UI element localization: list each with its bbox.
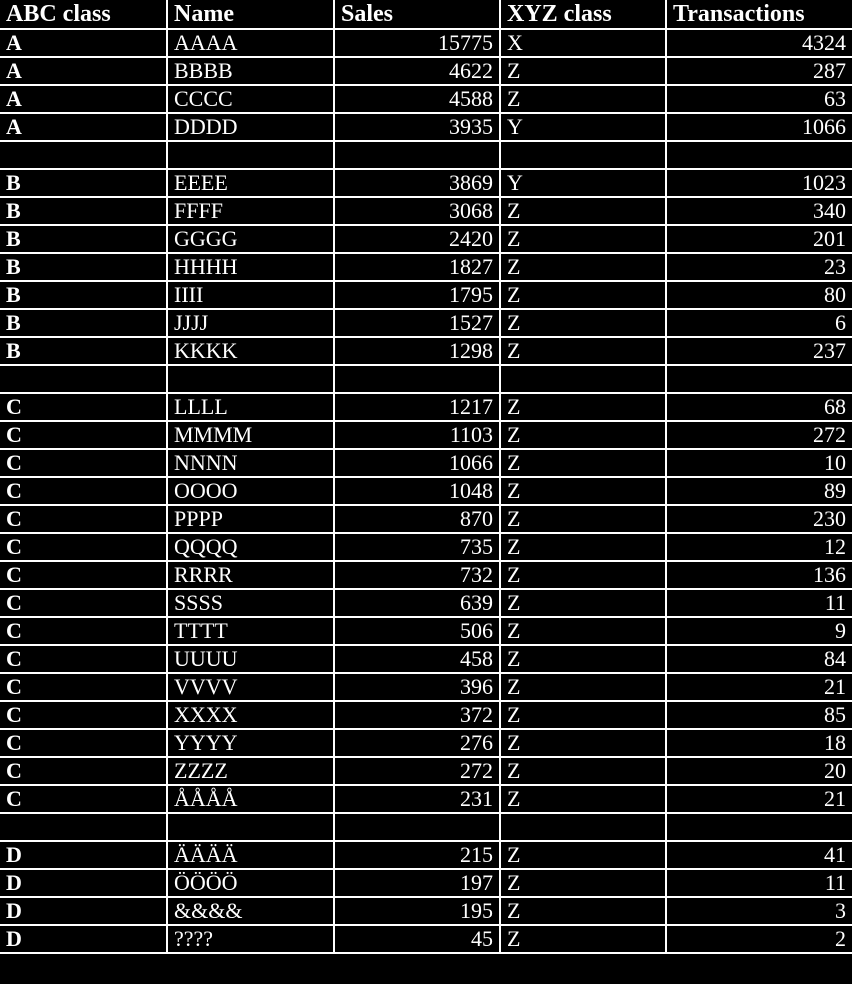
transactions-cell: 272 <box>666 421 852 449</box>
name-cell: PPPP <box>167 505 334 533</box>
table-row <box>0 617 852 645</box>
transactions-cell: 12 <box>666 533 852 561</box>
sales-cell: 1827 <box>334 253 500 281</box>
sales-cell: 732 <box>334 561 500 589</box>
transactions-cell: 230 <box>666 505 852 533</box>
name-cell: IIII <box>167 281 334 309</box>
xyz-class-cell: Z <box>500 197 666 225</box>
abc-class-cell: C <box>0 561 167 589</box>
transactions-cell: 2 <box>666 925 852 953</box>
abc-class-cell: C <box>0 757 167 785</box>
xyz-class-cell: Z <box>500 505 666 533</box>
xyz-class-cell: Z <box>500 421 666 449</box>
transactions-cell: 80 <box>666 281 852 309</box>
xyz-class-cell: Z <box>500 253 666 281</box>
name-cell: MMMM <box>167 421 334 449</box>
abc-class-cell: D <box>0 925 167 953</box>
xyz-class-cell: Z <box>500 617 666 645</box>
sales-cell: 215 <box>334 841 500 869</box>
xyz-class-cell: Z <box>500 281 666 309</box>
abc-class-cell: B <box>0 281 167 309</box>
sales-cell: 4622 <box>334 57 500 85</box>
name-cell <box>167 365 334 393</box>
sales-cell: 2420 <box>334 225 500 253</box>
name-cell: HHHH <box>167 253 334 281</box>
abc-class-cell: D <box>0 869 167 897</box>
sales-cell: 506 <box>334 617 500 645</box>
xyz-class-cell: Z <box>500 337 666 365</box>
abc-class-cell <box>0 365 167 393</box>
separator-row <box>0 813 852 841</box>
name-cell: KKKK <box>167 337 334 365</box>
abc-class-cell: D <box>0 897 167 925</box>
name-cell: QQQQ <box>167 533 334 561</box>
xyz-class-cell: Z <box>500 897 666 925</box>
table-row <box>0 869 852 897</box>
name-cell: AAAA <box>167 29 334 57</box>
header-abc-class: ABC class <box>0 0 167 29</box>
header-row <box>0 0 852 29</box>
table-row <box>0 113 852 141</box>
table-row <box>0 225 852 253</box>
transactions-cell: 10 <box>666 449 852 477</box>
transactions-cell: 63 <box>666 85 852 113</box>
name-cell <box>167 813 334 841</box>
name-cell: XXXX <box>167 701 334 729</box>
transactions-cell <box>666 365 852 393</box>
xyz-class-cell: Z <box>500 85 666 113</box>
name-cell: JJJJ <box>167 309 334 337</box>
table-row <box>0 841 852 869</box>
xyz-class-cell: Z <box>500 701 666 729</box>
xyz-class-cell: Z <box>500 225 666 253</box>
transactions-cell: 85 <box>666 701 852 729</box>
xyz-class-cell: Z <box>500 533 666 561</box>
xyz-class-cell: Z <box>500 477 666 505</box>
xyz-class-cell: X <box>500 29 666 57</box>
table-row <box>0 421 852 449</box>
transactions-cell <box>666 813 852 841</box>
name-cell: OOOO <box>167 477 334 505</box>
table-row <box>0 197 852 225</box>
xyz-class-cell: Y <box>500 169 666 197</box>
name-cell: ÖÖÖÖ <box>167 869 334 897</box>
abc-class-cell: C <box>0 505 167 533</box>
sales-cell: 231 <box>334 785 500 813</box>
abc-class-cell <box>0 141 167 169</box>
name-cell: FFFF <box>167 197 334 225</box>
abc-class-cell: A <box>0 113 167 141</box>
transactions-cell: 68 <box>666 393 852 421</box>
abc-class-cell: B <box>0 337 167 365</box>
xyz-class-cell: Z <box>500 673 666 701</box>
abc-class-cell: C <box>0 785 167 813</box>
abc-class-cell: B <box>0 253 167 281</box>
name-cell: VVVV <box>167 673 334 701</box>
name-cell: GGGG <box>167 225 334 253</box>
abc-class-cell: B <box>0 225 167 253</box>
transactions-cell: 89 <box>666 477 852 505</box>
abc-class-cell: D <box>0 841 167 869</box>
xyz-class-cell: Z <box>500 449 666 477</box>
abc-class-cell: C <box>0 477 167 505</box>
table-row <box>0 533 852 561</box>
sales-cell: 1527 <box>334 309 500 337</box>
name-cell: BBBB <box>167 57 334 85</box>
sales-cell: 372 <box>334 701 500 729</box>
xyz-class-cell <box>500 365 666 393</box>
table-row <box>0 253 852 281</box>
abc-class-cell: C <box>0 449 167 477</box>
xyz-class-cell: Y <box>500 113 666 141</box>
transactions-cell: 84 <box>666 645 852 673</box>
sales-cell: 45 <box>334 925 500 953</box>
abc-class-cell: B <box>0 309 167 337</box>
table-row <box>0 505 852 533</box>
transactions-cell: 6 <box>666 309 852 337</box>
sales-cell <box>334 813 500 841</box>
name-cell: SSSS <box>167 589 334 617</box>
xyz-class-cell: Z <box>500 309 666 337</box>
table-row <box>0 589 852 617</box>
name-cell: DDDD <box>167 113 334 141</box>
header-transactions: Transactions <box>666 0 852 29</box>
abc-class-cell: B <box>0 169 167 197</box>
header-name: Name <box>167 0 334 29</box>
transactions-cell: 1066 <box>666 113 852 141</box>
sales-cell: 4588 <box>334 85 500 113</box>
table-body <box>0 29 852 953</box>
sales-cell <box>334 365 500 393</box>
table-row <box>0 169 852 197</box>
sales-cell: 15775 <box>334 29 500 57</box>
table-row <box>0 673 852 701</box>
xyz-class-cell: Z <box>500 841 666 869</box>
table-row <box>0 729 852 757</box>
abc-class-cell: A <box>0 57 167 85</box>
name-cell: EEEE <box>167 169 334 197</box>
abc-class-cell: C <box>0 673 167 701</box>
header-sales: Sales <box>334 0 500 29</box>
transactions-cell: 21 <box>666 785 852 813</box>
table-row <box>0 337 852 365</box>
table-row <box>0 449 852 477</box>
name-cell: ÄÄÄÄ <box>167 841 334 869</box>
transactions-cell: 23 <box>666 253 852 281</box>
xyz-class-cell: Z <box>500 57 666 85</box>
transactions-cell: 41 <box>666 841 852 869</box>
table-row <box>0 701 852 729</box>
transactions-cell: 11 <box>666 869 852 897</box>
transactions-cell: 11 <box>666 589 852 617</box>
name-cell: ???? <box>167 925 334 953</box>
sales-cell: 1217 <box>334 393 500 421</box>
sales-cell: 272 <box>334 757 500 785</box>
transactions-cell: 287 <box>666 57 852 85</box>
abc-class-cell: C <box>0 421 167 449</box>
sales-cell: 458 <box>334 645 500 673</box>
name-cell: &&&& <box>167 897 334 925</box>
xyz-class-cell: Z <box>500 589 666 617</box>
abc-class-cell: C <box>0 645 167 673</box>
sales-cell: 3935 <box>334 113 500 141</box>
transactions-cell: 136 <box>666 561 852 589</box>
abc-class-cell: A <box>0 85 167 113</box>
table-row <box>0 85 852 113</box>
xyz-class-cell <box>500 813 666 841</box>
abc-class-cell: C <box>0 617 167 645</box>
sales-cell: 197 <box>334 869 500 897</box>
name-cell <box>167 141 334 169</box>
sales-cell: 1298 <box>334 337 500 365</box>
abc-class-cell: C <box>0 729 167 757</box>
sales-cell: 1048 <box>334 477 500 505</box>
name-cell: RRRR <box>167 561 334 589</box>
table-row <box>0 309 852 337</box>
sales-cell: 735 <box>334 533 500 561</box>
table-row <box>0 645 852 673</box>
name-cell: UUUU <box>167 645 334 673</box>
separator-row <box>0 365 852 393</box>
name-cell: NNNN <box>167 449 334 477</box>
transactions-cell: 340 <box>666 197 852 225</box>
transactions-cell: 237 <box>666 337 852 365</box>
table-row <box>0 57 852 85</box>
abc-class-cell: C <box>0 533 167 561</box>
table-row <box>0 785 852 813</box>
sales-cell: 195 <box>334 897 500 925</box>
sales-cell: 870 <box>334 505 500 533</box>
name-cell: ÅÅÅÅ <box>167 785 334 813</box>
sales-cell: 1103 <box>334 421 500 449</box>
name-cell: LLLL <box>167 393 334 421</box>
sales-cell <box>334 141 500 169</box>
xyz-class-cell: Z <box>500 757 666 785</box>
transactions-cell: 21 <box>666 673 852 701</box>
table-row <box>0 561 852 589</box>
transactions-cell: 18 <box>666 729 852 757</box>
transactions-cell <box>666 141 852 169</box>
abc-class-cell <box>0 813 167 841</box>
name-cell: YYYY <box>167 729 334 757</box>
abc-class-cell: A <box>0 29 167 57</box>
xyz-class-cell: Z <box>500 729 666 757</box>
transactions-cell: 3 <box>666 897 852 925</box>
table-row <box>0 281 852 309</box>
xyz-class-cell <box>500 141 666 169</box>
transactions-cell: 9 <box>666 617 852 645</box>
transactions-cell: 4324 <box>666 29 852 57</box>
table-row <box>0 925 852 953</box>
abc-class-cell: C <box>0 393 167 421</box>
sales-cell: 396 <box>334 673 500 701</box>
xyz-class-cell: Z <box>500 561 666 589</box>
abc-class-cell: C <box>0 589 167 617</box>
xyz-class-cell: Z <box>500 869 666 897</box>
transactions-cell: 1023 <box>666 169 852 197</box>
transactions-cell: 201 <box>666 225 852 253</box>
sales-cell: 276 <box>334 729 500 757</box>
table-row <box>0 477 852 505</box>
table-row <box>0 897 852 925</box>
xyz-class-cell: Z <box>500 645 666 673</box>
abc-class-cell: C <box>0 701 167 729</box>
sales-cell: 3869 <box>334 169 500 197</box>
separator-row <box>0 141 852 169</box>
abc-class-cell: B <box>0 197 167 225</box>
xyz-class-cell: Z <box>500 393 666 421</box>
table-row <box>0 29 852 57</box>
xyz-class-cell: Z <box>500 925 666 953</box>
sales-cell: 1795 <box>334 281 500 309</box>
name-cell: CCCC <box>167 85 334 113</box>
name-cell: ZZZZ <box>167 757 334 785</box>
sales-cell: 1066 <box>334 449 500 477</box>
table-row <box>0 393 852 421</box>
name-cell: TTTT <box>167 617 334 645</box>
header-xyz-class: XYZ class <box>500 0 666 29</box>
table-header <box>0 0 852 29</box>
sales-cell: 3068 <box>334 197 500 225</box>
table-row <box>0 757 852 785</box>
transactions-cell: 20 <box>666 757 852 785</box>
sales-cell: 639 <box>334 589 500 617</box>
xyz-class-cell: Z <box>500 785 666 813</box>
